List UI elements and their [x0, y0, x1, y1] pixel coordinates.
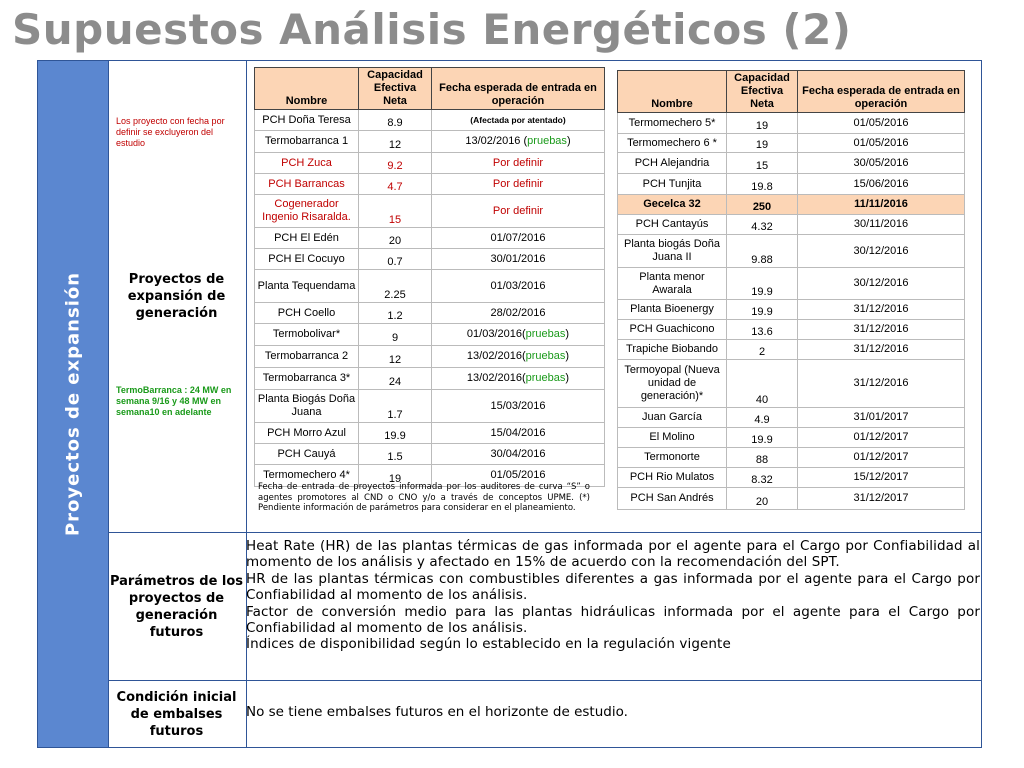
header-name: Nombre — [618, 71, 727, 113]
table-row — [255, 444, 605, 465]
project-name-cell: Termobarranca 2 — [255, 346, 359, 368]
date-cell — [798, 235, 965, 268]
date-value: 13/02/2016 — [466, 372, 522, 384]
capacity-cell: 20 — [727, 488, 798, 510]
date-cell — [432, 346, 605, 368]
table-row — [618, 320, 965, 340]
date-value: 01/05/2016 — [853, 136, 909, 149]
date-value: (Afectada por atentado) — [470, 114, 566, 125]
date-value: 31/12/2017 — [853, 492, 909, 504]
capacity-cell: 4.32 — [727, 215, 798, 235]
capacity-cell: 40 — [727, 360, 798, 408]
param-line: Heat Rate (HR) de las plantas térmicas de gas informada por el agente para el Cargo por Confiabilidad al momento de los análisis y afectado en 15% de acuerdo con la recomendación del SPT. — [246, 538, 980, 571]
date-value: 01/05/2016 — [853, 116, 909, 129]
project-name-cell: Termoyopal (Nueva unidad de generación)* — [618, 360, 727, 408]
paren: ( — [520, 135, 528, 147]
date-value: 31/12/2016 — [853, 377, 909, 389]
date-value: 11/11/2016 — [854, 198, 908, 210]
capacity-cell: 19.8 — [727, 174, 798, 195]
table-row — [255, 110, 605, 131]
param-line: Factor de conversión medio para las plantas hidráulicas informada por el agente para el Cargo por Confiabilidad al momento de los análisis. — [246, 603, 980, 637]
date-value: 01/07/2016 — [490, 231, 546, 244]
capacity-cell: 24 — [359, 368, 432, 390]
table-row — [618, 174, 965, 195]
capacity-cell: 12 — [359, 131, 432, 153]
param-line: HR de las plantas térmicas con combustibles diferentes a gas informada por el agente para el Cargo por Confiabilidad al momento de los análisis. — [246, 570, 980, 604]
date-cell — [798, 340, 965, 360]
paren: ( — [521, 328, 526, 340]
paren: ( — [521, 372, 526, 384]
date-value: 01/05/2016 — [490, 469, 546, 481]
date-cell — [798, 468, 965, 488]
header-capacity: Capacidad Efectiva Neta — [359, 68, 432, 110]
date-cell — [798, 113, 965, 134]
table-row — [618, 428, 965, 448]
date-cell — [432, 110, 605, 131]
row-divider-1 — [109, 532, 981, 533]
project-name-cell: PCH Barrancas — [255, 174, 359, 195]
header-name: Nombre — [255, 68, 359, 110]
test-note: pruebas — [525, 328, 566, 340]
project-name-cell: Planta Tequendama — [255, 270, 359, 303]
section-label-expansion: Proyectos de expansión de generación — [127, 272, 226, 321]
row-divider-2 — [109, 680, 981, 681]
header-date: Fecha esperada de entrada en operación — [798, 71, 965, 113]
date-cell — [432, 195, 605, 228]
table-row — [618, 448, 965, 468]
project-name-cell: Planta Bioenergy — [618, 300, 727, 320]
params-text — [246, 538, 980, 653]
table-row — [255, 346, 605, 368]
capacity-cell: 88 — [727, 448, 798, 468]
table-row — [255, 423, 605, 444]
capacity-cell: 1.5 — [359, 444, 432, 465]
project-name-cell: PCH Rio Mulatos — [618, 468, 727, 488]
date-value: 13/02/2016 — [466, 350, 522, 362]
date-cell — [432, 303, 605, 324]
date-value: 15/03/2016 — [490, 399, 546, 412]
table-row — [255, 270, 605, 303]
table-row — [618, 300, 965, 320]
capacity-cell: 9.88 — [727, 235, 798, 268]
date-cell — [798, 268, 965, 300]
date-cell — [798, 153, 965, 174]
date-value: 30/12/2016 — [853, 277, 909, 289]
table-row — [618, 215, 965, 235]
project-name-cell: PCH El Cocuyo — [255, 249, 359, 270]
date-cell — [432, 153, 605, 174]
capacity-cell: 4.7 — [359, 174, 432, 195]
header-capacity: Capacidad Efectiva Neta — [727, 71, 798, 113]
capacity-cell: 19 — [359, 465, 432, 487]
date-value: 31/12/2016 — [853, 343, 909, 355]
date-value: 13/02/2016 — [465, 135, 521, 147]
table-row — [618, 340, 965, 360]
table-row — [255, 174, 605, 195]
date-value: 30/12/2016 — [853, 244, 909, 257]
project-name-cell: Termobarranca 3* — [255, 368, 359, 390]
capacity-cell: 8.32 — [727, 468, 798, 488]
date-value: 01/03/2016 — [490, 279, 546, 292]
date-cell — [798, 428, 965, 448]
date-cell — [798, 360, 965, 408]
date-cell — [432, 368, 605, 390]
test-note: pruebas — [527, 135, 567, 147]
project-name-cell: Trapiche Biobando — [618, 340, 727, 360]
table-row — [255, 249, 605, 270]
table-row — [255, 195, 605, 228]
project-name-cell: PCH Tunjita — [618, 174, 727, 195]
table-row — [618, 268, 965, 300]
capacity-cell: 19.9 — [727, 300, 798, 320]
projects-table-left — [254, 67, 605, 487]
project-name-cell: PCH Zuca — [255, 153, 359, 174]
capacity-cell: 0.7 — [359, 249, 432, 270]
project-name-cell: Planta menor Awarala — [618, 268, 727, 300]
project-name-cell: Juan García — [618, 408, 727, 428]
capacity-cell: 8.9 — [359, 110, 432, 131]
paren: ) — [566, 135, 571, 147]
date-cell — [798, 300, 965, 320]
project-name-cell: PCH Morro Azul — [255, 423, 359, 444]
date-cell — [798, 215, 965, 235]
date-cell — [798, 320, 965, 340]
capacity-cell: 2 — [727, 340, 798, 360]
termobarranca-note: TermoBarranca : 24 MW en semana 9/16 y 48 MW en semana10 en adelante — [116, 385, 232, 417]
date-value: 30/04/2016 — [490, 447, 546, 460]
date-value: 15/12/2017 — [853, 471, 909, 483]
date-value: 01/12/2017 — [853, 451, 909, 463]
projects-footnote: Fecha de entrada de proyectos informada por los auditores de curva “S” o agentes promotores al CND o CNO y/o a través de conceptos UPME. (*) Pendiente información de parámetros para considerar en el planeamiento. — [258, 482, 590, 514]
project-name-cell: Termobarranca 1 — [255, 131, 359, 153]
paren: ) — [565, 350, 570, 362]
capacity-cell: 15 — [359, 195, 432, 228]
capacity-cell: 13.6 — [727, 320, 798, 340]
project-name-cell: Cogenerador Ingenio Risaralda. — [255, 195, 359, 228]
paren: ) — [565, 328, 570, 340]
project-name-cell: PCH Coello — [255, 303, 359, 324]
date-value: 01/12/2017 — [853, 431, 909, 443]
project-name-cell: PCH Guachicono — [618, 320, 727, 340]
capacity-cell: 19.9 — [359, 423, 432, 444]
capacity-cell: 20 — [359, 228, 432, 249]
capacity-cell: 12 — [359, 346, 432, 368]
project-name-cell: Termomechero 4* — [255, 465, 359, 487]
project-name-cell: Termonorte — [618, 448, 727, 468]
project-name-cell: El Molino — [618, 428, 727, 448]
capacity-cell: 250 — [727, 195, 798, 215]
date-cell — [432, 444, 605, 465]
date-cell — [432, 249, 605, 270]
date-cell — [798, 448, 965, 468]
date-value: 31/01/2017 — [853, 411, 909, 423]
table-row — [618, 195, 965, 215]
capacity-cell: 15 — [727, 153, 798, 174]
paren: ) — [565, 372, 570, 384]
paren: ( — [521, 350, 526, 362]
project-name-cell: PCH Alejandria — [618, 153, 727, 174]
date-cell — [432, 131, 605, 153]
table-row — [618, 134, 965, 153]
table-row — [618, 408, 965, 428]
date-value: 28/02/2016 — [490, 306, 546, 319]
header-date: Fecha esperada de entrada en operación — [432, 68, 605, 110]
date-cell — [798, 134, 965, 153]
table-row — [255, 303, 605, 324]
date-cell — [432, 174, 605, 195]
table-row — [618, 488, 965, 510]
project-name-cell: PCH Cauyá — [255, 444, 359, 465]
project-name-cell: Termomechero 5* — [618, 113, 727, 134]
capacity-cell: 19 — [727, 113, 798, 134]
table-row — [255, 228, 605, 249]
date-value: 15/04/2016 — [490, 426, 546, 439]
slide-title: Supuestos Análisis Energéticos (2) — [12, 5, 852, 54]
side-label: Proyectos de expansión — [62, 271, 84, 537]
capacity-cell: 19 — [727, 134, 798, 153]
table-row — [255, 368, 605, 390]
table-row — [255, 390, 605, 423]
date-value: 15/06/2016 — [853, 177, 909, 190]
date-cell — [798, 195, 965, 215]
date-value: 31/12/2016 — [853, 303, 909, 315]
project-name-cell: Termobolivar* — [255, 324, 359, 346]
date-cell — [432, 270, 605, 303]
project-name-cell: Termomechero 6 * — [618, 134, 727, 153]
table-row — [618, 468, 965, 488]
table-row — [255, 153, 605, 174]
test-note: pruebas — [525, 350, 566, 362]
date-value: 30/11/2016 — [853, 218, 909, 230]
capacity-cell: 1.2 — [359, 303, 432, 324]
capacity-cell: 19.9 — [727, 268, 798, 300]
date-value: Por definir — [492, 204, 544, 217]
projects-table-right — [617, 70, 965, 510]
project-name-cell: Planta biogás Doña Juana II — [618, 235, 727, 268]
project-name-cell: PCH El Edén — [255, 228, 359, 249]
date-value: 30/05/2016 — [853, 156, 909, 169]
date-cell — [798, 174, 965, 195]
date-value: 30/01/2016 — [490, 252, 546, 265]
date-cell — [432, 423, 605, 444]
test-note: pruebas — [525, 372, 566, 384]
project-name-cell: PCH San Andrés — [618, 488, 727, 510]
date-value: Por definir — [492, 177, 544, 190]
date-cell — [432, 390, 605, 423]
date-cell — [432, 228, 605, 249]
section-label-params: Parámetros de los proyectos de generación futuros — [109, 574, 244, 640]
excluded-note: Los proyecto con fecha por definir se excluyeron del estudio — [116, 116, 225, 148]
date-value: 01/03/2016 — [466, 328, 522, 340]
date-cell — [798, 488, 965, 510]
table-row — [618, 113, 965, 134]
section-label-embalses: Condición inicial de embalses futuros — [116, 690, 237, 739]
project-name-cell: PCH Doña Teresa — [255, 110, 359, 131]
date-cell — [798, 408, 965, 428]
capacity-cell: 1.7 — [359, 390, 432, 423]
project-name-cell: Gecelca 32 — [618, 195, 727, 215]
capacity-cell: 4.9 — [727, 408, 798, 428]
embalses-text: No se tiene embalses futuros en el horizonte de estudio. — [246, 704, 628, 720]
table-row — [618, 360, 965, 408]
param-line: Índices de disponibilidad según lo establecido en la regulación vigente — [246, 636, 731, 653]
project-name-cell: PCH Cantayús — [618, 215, 727, 235]
project-name-cell: Planta Biogás Doña Juana — [255, 390, 359, 423]
capacity-cell: 9 — [359, 324, 432, 346]
table-row — [618, 153, 965, 174]
capacity-cell: 2.25 — [359, 270, 432, 303]
side-band — [38, 61, 109, 747]
capacity-cell: 19.9 — [727, 428, 798, 448]
table-row — [255, 324, 605, 346]
table-row — [618, 235, 965, 268]
date-value: 31/12/2016 — [853, 323, 909, 335]
capacity-cell: 9.2 — [359, 153, 432, 174]
date-value: Por definir — [492, 156, 544, 169]
date-cell — [432, 324, 605, 346]
table-row — [255, 131, 605, 153]
